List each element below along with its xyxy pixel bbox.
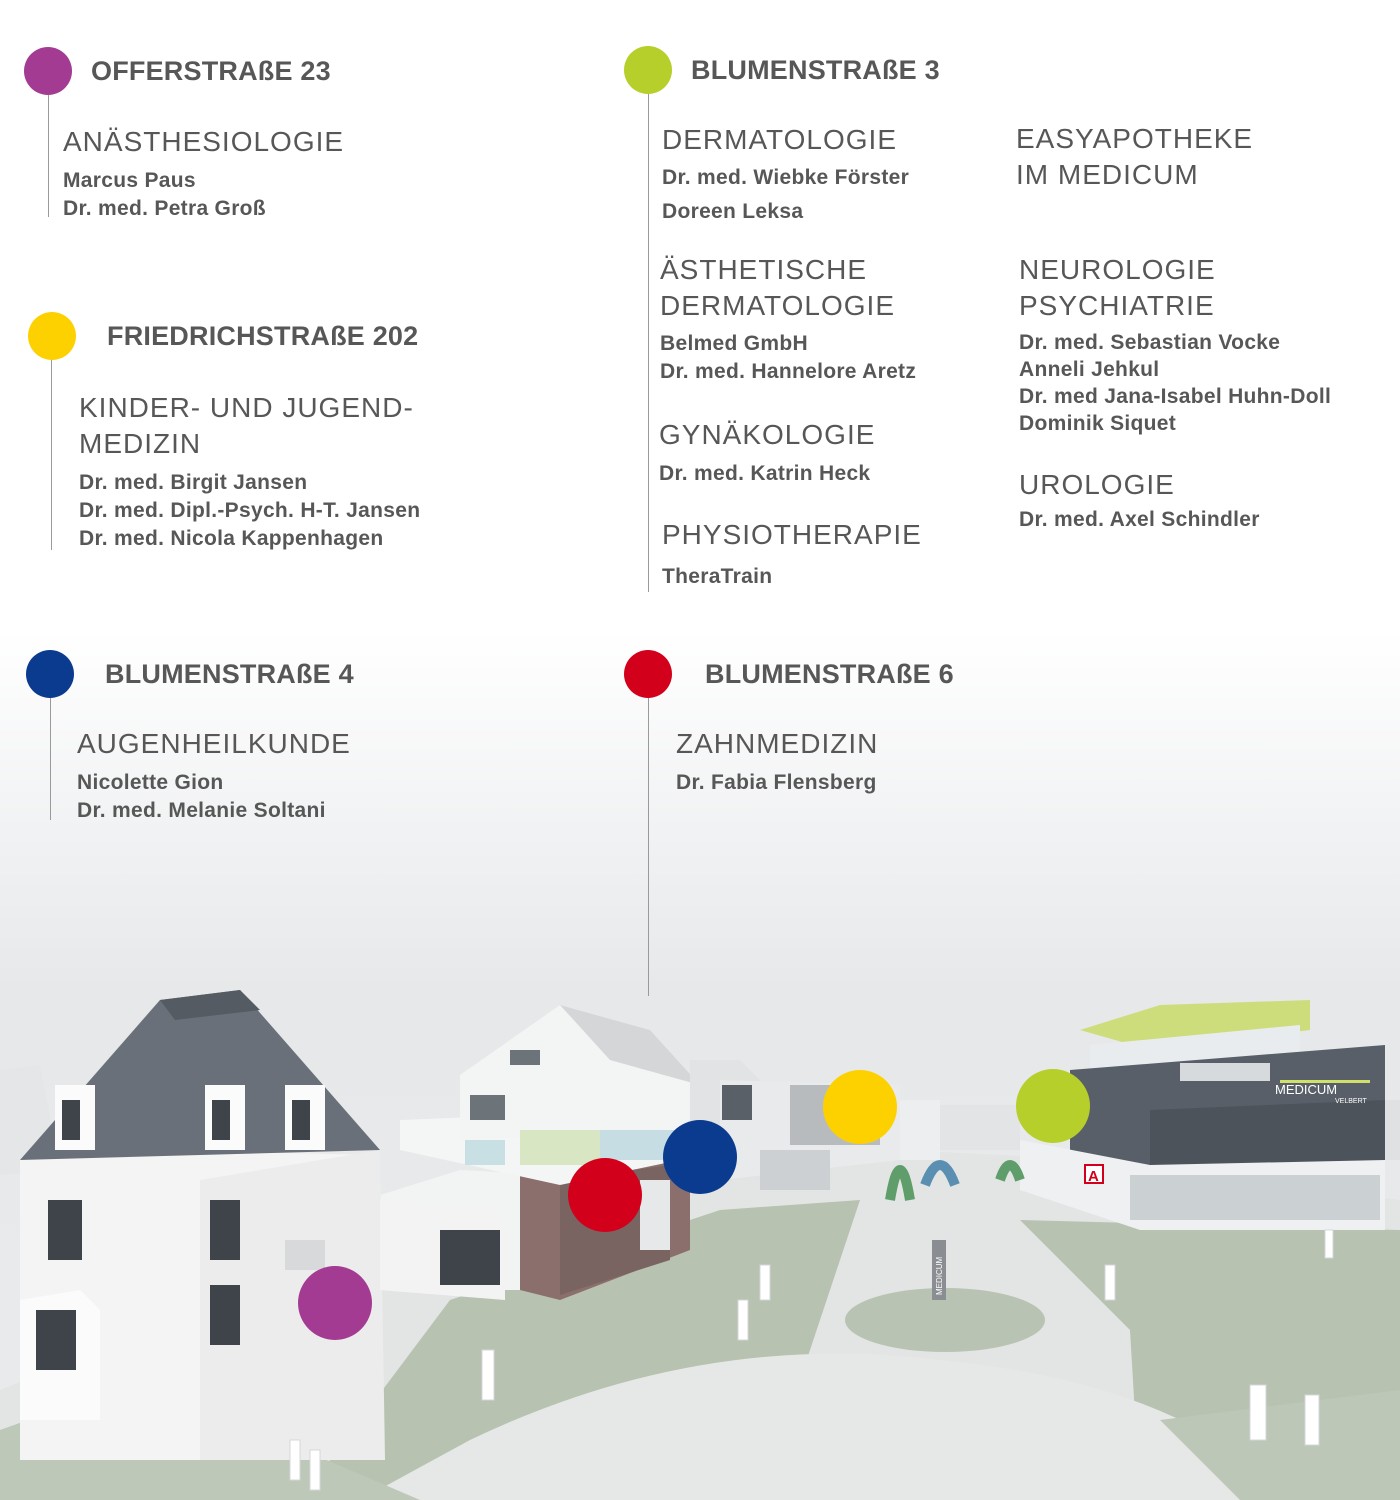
specialty-kinder-jugendmedizin [79,390,414,462]
doctor-name: Dr. med. Hannelore Aretz [660,360,917,383]
doctor-list [662,161,909,229]
doctor-name: Doreen Leksa [662,200,804,223]
specialty-line: PSYCHIATRIE [1019,290,1215,321]
address-offerstrasse-23: OFFERSTRAßE 23 [91,56,331,86]
doctor-name: Dr. med. Sebastian Vocke [1019,331,1281,354]
specialty-line: EASYAPOTHEKE [1016,123,1254,154]
specialty-line: ÄSTHETISCHE [660,254,868,285]
pin-line [648,698,649,996]
doctor-name: Dr. Fabia Flensberg [676,771,877,794]
doctor-list [79,469,420,553]
doctor-list [63,167,266,223]
marker-dot-offerstrasse-23 [298,1266,372,1340]
marker-dot-blumenstrasse-4 [663,1120,737,1194]
specialty-physiotherapie: PHYSIOTHERAPIE [662,519,922,550]
doctor-name: Dr. med. Axel Schindler [1019,508,1260,531]
address-blumenstrasse-4: BLUMENSTRAßE 4 [105,659,354,689]
marker-dot-blumenstrasse-6 [568,1158,642,1232]
specialty-augenheilkunde: AUGENHEILKUNDE [77,728,351,759]
doctor-name: Dr. med. Nicola Kappenhagen [79,527,384,550]
doctor-name: Dr. med. Wiebke Förster [662,166,910,189]
marker-dot-friedrichstrasse-202 [823,1070,897,1144]
pin-line [648,94,649,592]
pin-line [50,698,51,820]
doctor-name: Nicolette Gion [77,771,224,794]
doctor-name: Marcus Paus [63,169,196,192]
address-blumenstrasse-6: BLUMENSTRAßE 6 [705,659,954,689]
specialty-line: NEUROLOGIE [1019,254,1216,285]
specialty-easyapotheke [1016,121,1253,193]
specialty-line: DERMATOLOGIE [660,290,896,321]
doctor-name: TheraTrain [662,565,773,588]
doctor-list [660,330,916,386]
pin-blumenstrasse-4 [26,650,74,698]
specialty-anaesthesiologie: ANÄSTHESIOLOGIE [63,126,345,157]
specialty-aesthetische-dermatologie [660,252,895,324]
marker-dot-blumenstrasse-3 [1016,1069,1090,1143]
pin-line [48,95,49,217]
pin-line [51,360,52,550]
doctor-name: Dr. med. Petra Groß [63,197,266,220]
medicum-building-sign: MEDICUM [1275,1082,1338,1097]
doctor-name: Dr. med. Melanie Soltani [77,799,326,822]
doctor-name: Dr. med. Birgit Jansen [79,471,308,494]
pin-offerstrasse-23 [24,47,72,95]
specialty-urologie: UROLOGIE [1019,469,1175,500]
specialty-line: IM MEDICUM [1016,159,1199,190]
specialty-line: KINDER- UND JUGEND- [79,392,414,423]
specialty-line: MEDIZIN [79,428,202,459]
velbert-building-sign: VELBERT [1335,1098,1367,1105]
doctor-name: Dominik Siquet [1019,412,1177,435]
doctor-list [659,460,870,488]
address-friedrichstrasse-202: FRIEDRICHSTRAßE 202 [107,321,419,351]
doctor-list [1019,329,1331,437]
doctor-name: Dr. med. Dipl.-Psych. H-T. Jansen [79,499,421,522]
specialty-neurologie-psychiatrie [1019,252,1216,324]
doctor-name: Dr. med Jana-Isabel Huhn-Doll [1019,385,1332,408]
address-blumenstrasse-3: BLUMENSTRAßE 3 [691,55,940,85]
doctor-name: Anneli Jehkul [1019,358,1160,381]
medicum-pillar-sign: MEDICUM [935,1256,944,1295]
specialty-dermatologie: DERMATOLOGIE [662,124,898,155]
doctor-name: Belmed GmbH [660,332,808,355]
specialty-zahnmedizin: ZAHNMEDIZIN [676,728,879,759]
doctor-list [662,563,772,591]
doctor-name: Dr. med. Katrin Heck [659,462,871,485]
specialty-gynaekologie: GYNÄKOLOGIE [659,419,876,450]
doctor-list [77,769,326,825]
pharmacy-sign: A [1088,1168,1099,1185]
pin-friedrichstrasse-202 [28,312,76,360]
pin-blumenstrasse-6 [624,650,672,698]
doctor-list [1019,506,1260,534]
doctor-list [676,769,877,797]
pin-blumenstrasse-3 [624,46,672,94]
